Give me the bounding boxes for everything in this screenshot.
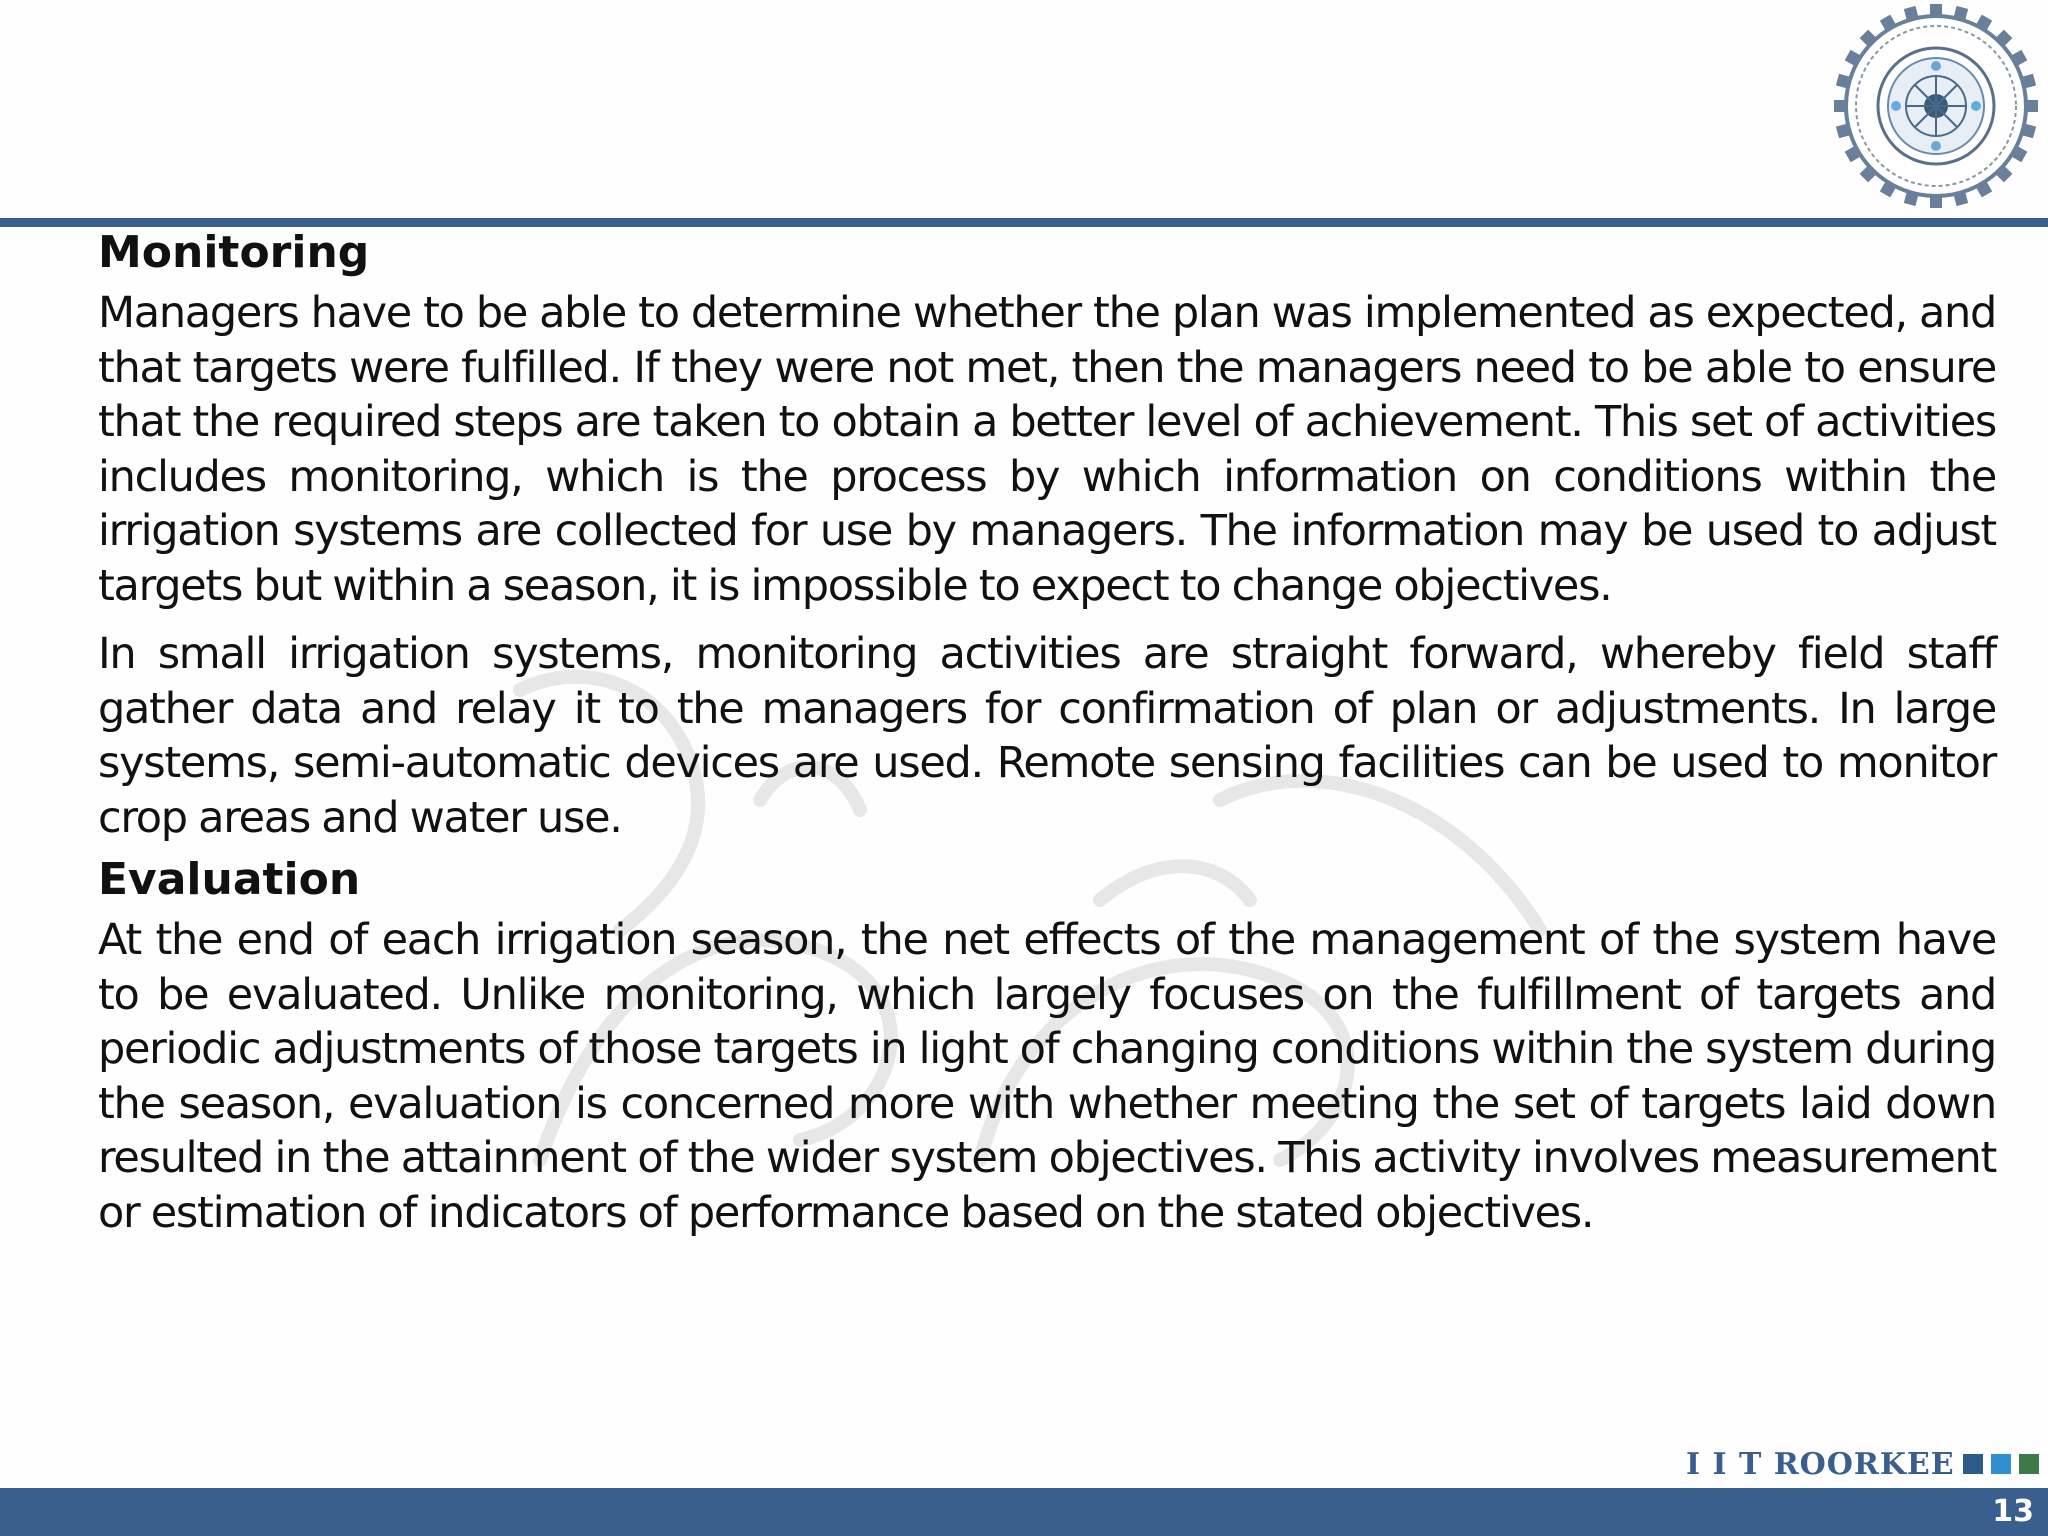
evaluation-paragraph-1: At the end of each irrigation season, the net effects of the management of the system have to be evaluated. Unlike monitoring, which largely focuses on the fulfillment of targets and periodic adjustments of those targets in light of changing conditions within the system during the season, evaluation is concerned more with whether meeting the set of targets laid down resulted in the attainment of the wider system objectives. This activity involves measurement or estimation of indicators of performance based on the stated objectives. [98, 915, 1996, 1238]
slide-content [98, 222, 1996, 1254]
footer-bar [0, 1488, 2048, 1536]
monitoring-paragraph-2: In small irrigation systems, monitoring activities are straight forward, whereby field staff gather data and relay it to the managers for confirmation of plan or adjustments. In large systems, semi-automatic devices are used. Remote sensing facilities can be used to monitor crop areas and water use. [98, 629, 1996, 843]
footer-brand [1686, 1446, 2039, 1482]
brand-square-2 [1991, 1454, 2011, 1474]
page-number: 13 [1992, 1494, 2034, 1529]
iit-roorkee-seal-icon [1826, 0, 2046, 212]
brand-text: I I T ROORKEE [1686, 1446, 1955, 1482]
section-heading-monitoring: Monitoring [98, 227, 370, 278]
monitoring-paragraph-1: Managers have to be able to determine whether the plan was implemented as expected, and that targets were fulfilled. If they were not met, then the managers need to be able to ensure that the required steps are taken to obtain a better level of achievement. This set of activities includes monitoring, which is the process by which information on conditions within the irrigation systems are collected for use by managers. The information may be used to adjust targets but within a season, it is impossible to expect to change objectives. [98, 288, 1996, 611]
section-heading-evaluation: Evaluation [98, 854, 361, 905]
brand-square-1 [1963, 1454, 1983, 1474]
brand-square-3 [2019, 1454, 2039, 1474]
